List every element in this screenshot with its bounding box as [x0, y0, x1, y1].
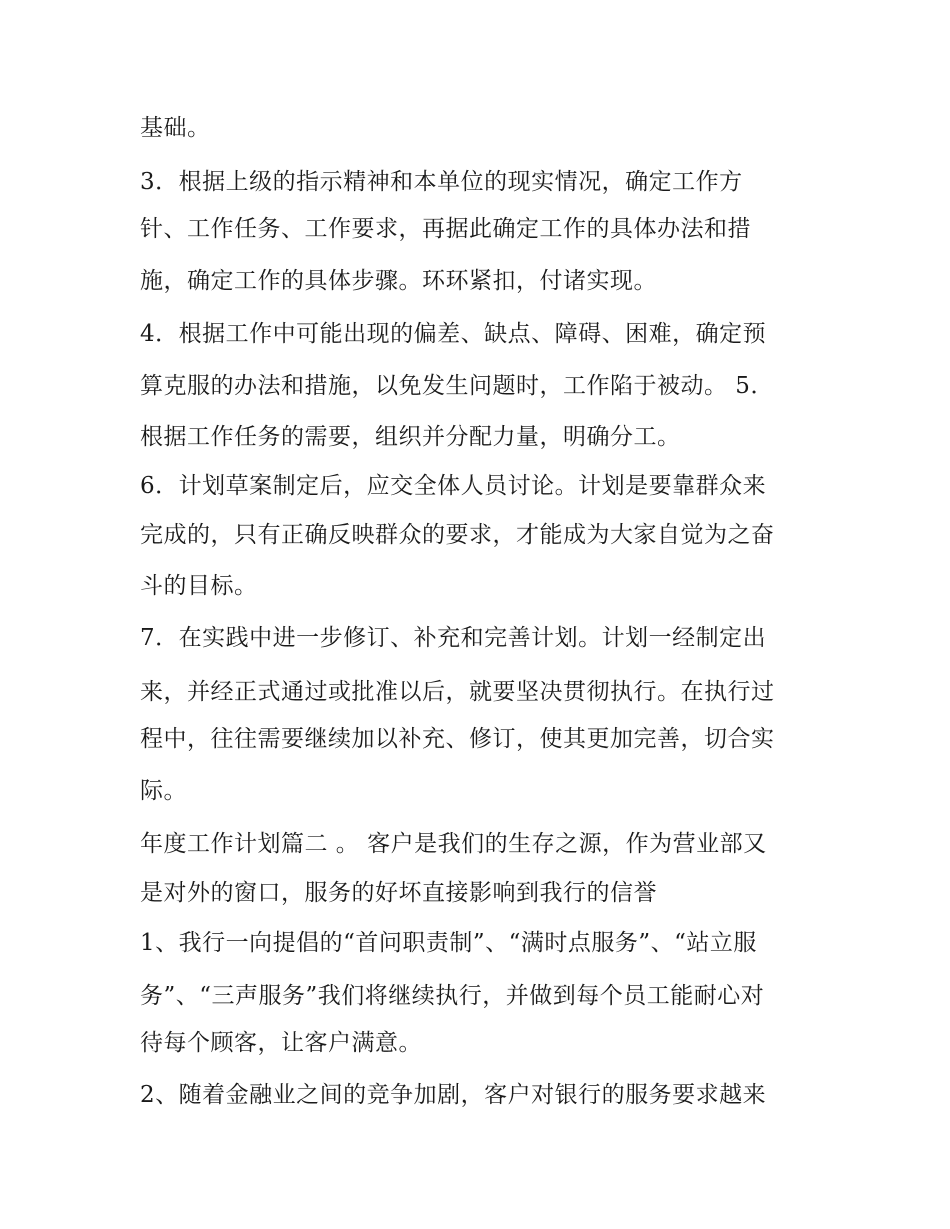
text-line: 来，并经正式通过或批准以后，就要坚决贯彻执行。在执行过: [140, 679, 775, 705]
text-line: 7．在实践中进一步修订、补充和完善计划。计划一经制定出: [140, 625, 767, 651]
text-line: 是对外的窗口，服务的好坏直接影响到我行的信誉: [140, 880, 657, 906]
text-line: 6．计划草案制定后，应交全体人员讨论。计划是要靠群众来: [140, 473, 767, 499]
text-line: 际。: [140, 778, 187, 804]
text-line: 基础。: [140, 115, 211, 141]
text-line: 针、工作任务、工作要求，再据此确定工作的具体办法和措: [140, 216, 751, 242]
text-line: 1、我行一向提倡的“首问职责制”、“满时点服务”、“站立服: [140, 930, 757, 956]
text-line: 2、随着金融业之间的竞争加剧，客户对银行的服务要求越来: [140, 1082, 767, 1108]
text-line: 施，确定工作的具体步骤。环环紧扣，付诸实现。: [140, 268, 657, 294]
text-line: 根据工作任务的需要，组织并分配力量，明确分工。: [140, 424, 681, 450]
text-line: 待每个顾客，让客户满意。: [140, 1030, 422, 1056]
text-line: 算克服的办法和措施，以免发生问题时，工作陷于被动。 5．: [140, 373, 774, 399]
text-line: 4．根据工作中可能出现的偏差、缺点、障碍、困难，确定预: [140, 321, 767, 347]
text-line: 年度工作计划篇二 。 客户是我们的生存之源，作为营业部又: [140, 831, 767, 857]
text-line: 完成的，只有正确反映群众的要求，才能成为大家自觉为之奋: [140, 522, 775, 548]
text-line: 3．根据上级的指示精神和本单位的现实情况，确定工作方: [140, 169, 743, 195]
text-line: 程中，往往需要继续加以补充、修订，使其更加完善，切合实: [140, 726, 775, 752]
text-line: 务”、“三声服务”我们将继续执行，并做到每个员工能耐心对: [140, 983, 765, 1009]
text-line: 斗的目标。: [140, 573, 258, 599]
